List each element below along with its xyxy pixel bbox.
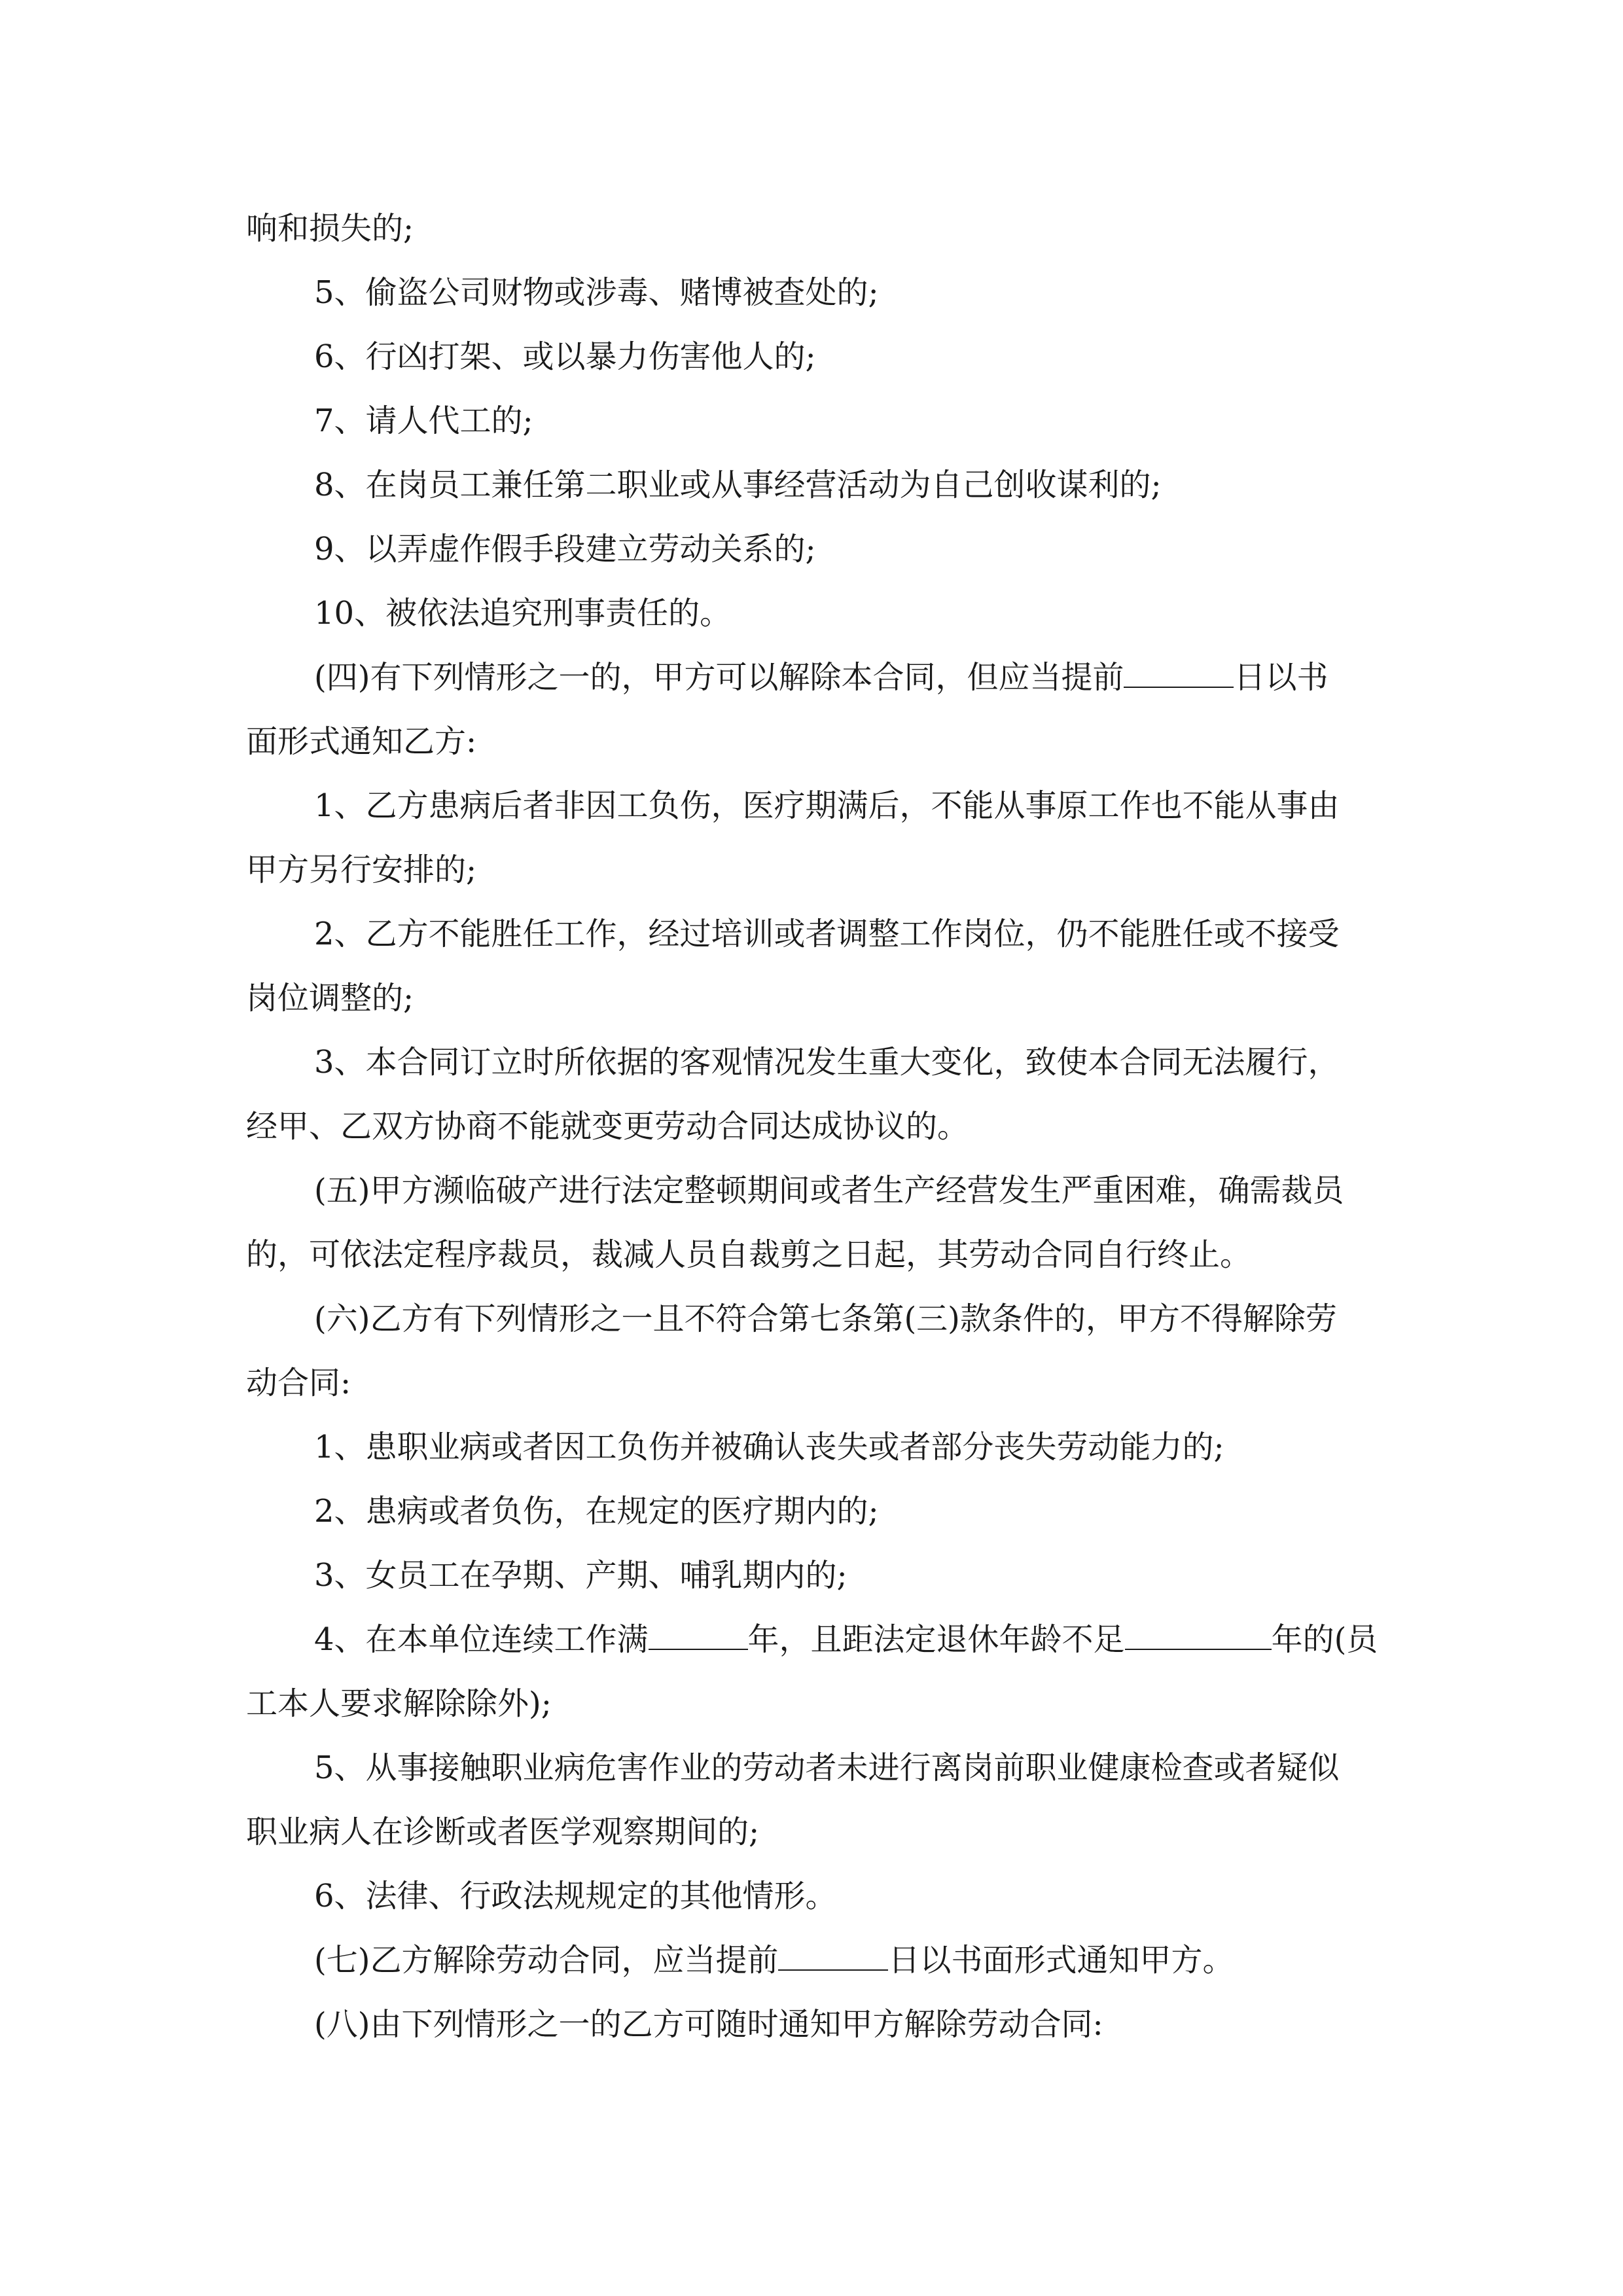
list-item: 7、请人代工的; <box>314 403 533 439</box>
text-line: 动合同: <box>246 1365 351 1401</box>
retirement-years-blank <box>1125 1620 1272 1650</box>
list-item: 10、被依法追究刑事责任的。 <box>314 595 732 632</box>
list-item: 1、乙方患病后者非因工负伤，医疗期满后，不能从事原工作也不能从事由 <box>314 787 1340 824</box>
document-page <box>246 196 1378 2056</box>
service-years-blank <box>649 1620 748 1650</box>
list-item: 5、偷盗公司财物或涉毒、赌博被查处的; <box>314 274 879 311</box>
list-item: 1、患职业病或者因工负伤并被确认丧失或者部分丧失劳动能力的; <box>314 1429 1224 1465</box>
clause-four <box>246 645 1378 709</box>
text-line: 的，可依法定程序裁员，裁减人员自裁剪之日起，其劳动合同自行终止。 <box>246 1236 1252 1273</box>
clause-text: (七)乙方解除劳动合同，应当提前 <box>314 1942 779 1979</box>
notice-days-blank <box>1124 658 1234 688</box>
list-item: 3、女员工在孕期、产期、哺乳期内的; <box>314 1557 847 1594</box>
list-item: 2、患病或者负伤，在规定的医疗期内的; <box>314 1493 879 1530</box>
clause-text: 日以书 <box>1234 659 1329 696</box>
clause-text: 年的(员 <box>1271 1621 1378 1658</box>
clause-five: (五)甲方濒临破产进行法定整顿期间或者生产经营发生严重困难，确需裁员 <box>314 1172 1344 1209</box>
clause-text: 年，且距法定退休年龄不足 <box>747 1621 1125 1658</box>
text-line: 响和损失的; <box>246 210 414 247</box>
clause-eight: (八)由下列情形之一的乙方可随时通知甲方解除劳动合同: <box>314 2006 1103 2043</box>
list-item <box>246 1607 1378 1672</box>
notice-days-blank <box>778 1941 888 1971</box>
list-item: 8、在岗员工兼任第二职业或从事经营活动为自己创收谋利的; <box>314 467 1162 503</box>
list-item: 9、以弄虚作假手段建立劳动关系的; <box>314 531 816 567</box>
list-item: 6、行凶打架、或以暴力伤害他人的; <box>314 338 816 375</box>
list-item: 5、从事接触职业病危害作业的劳动者未进行离岗前职业健康检查或者疑似 <box>314 1749 1340 1786</box>
clause-text: 4、在本单位连续工作满 <box>314 1621 649 1658</box>
clause-text: (四)有下列情形之一的，甲方可以解除本合同，但应当提前 <box>314 659 1124 696</box>
text-line: 经甲、乙双方协商不能就变更劳动合同达成协议的。 <box>246 1108 969 1145</box>
clause-seven <box>246 1928 1378 1992</box>
text-line: 职业病人在诊断或者医学观察期间的; <box>246 1814 760 1850</box>
text-line: 工本人要求解除除外); <box>246 1685 552 1722</box>
list-item: 6、法律、行政法规规定的其他情形。 <box>314 1878 837 1914</box>
text-line: 面形式通知乙方: <box>246 723 477 760</box>
list-item: 2、乙方不能胜任工作，经过培训或者调整工作岗位，仍不能胜任或不接受 <box>314 916 1340 952</box>
text-line: 岗位调整的; <box>246 980 414 1016</box>
text-line: 甲方另行安排的; <box>246 852 477 888</box>
clause-six: (六)乙方有下列情形之一且不符合第七条第(三)款条件的，甲方不得解除劳 <box>314 1300 1337 1337</box>
list-item: 3、本合同订立时所依据的客观情况发生重大变化，致使本合同无法履行， <box>314 1044 1340 1081</box>
clause-text: 日以书面形式通知甲方。 <box>888 1942 1234 1979</box>
